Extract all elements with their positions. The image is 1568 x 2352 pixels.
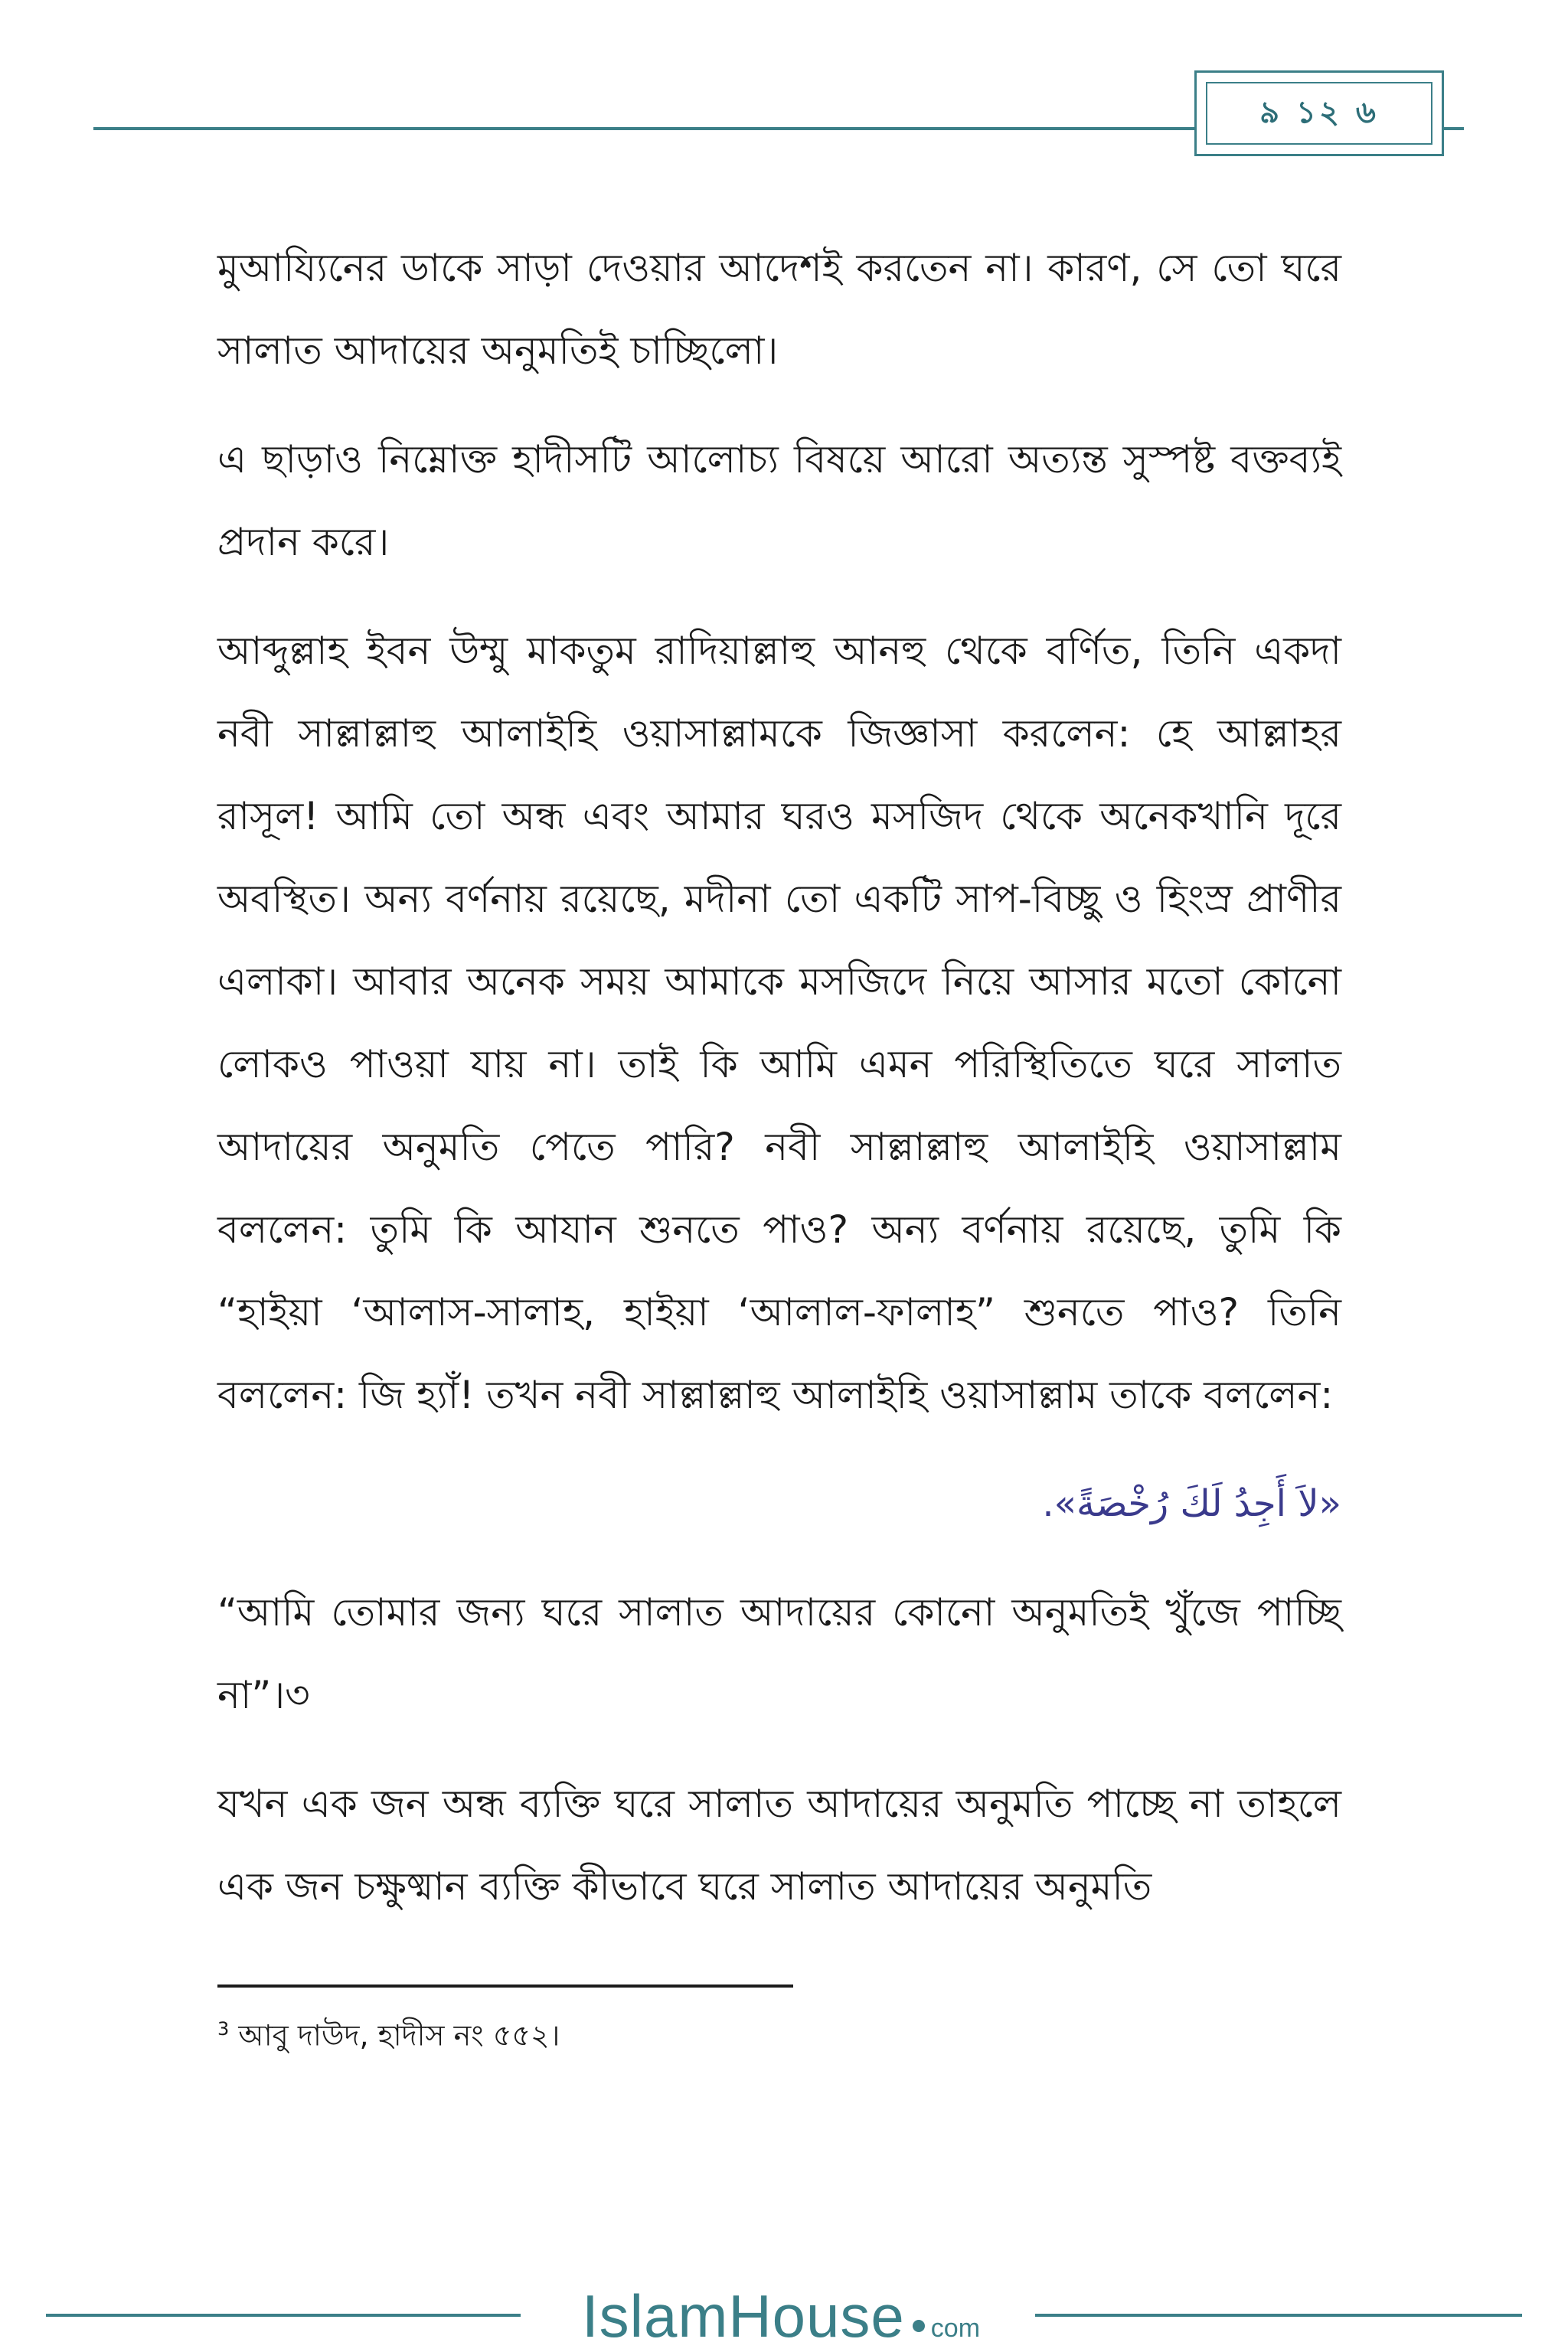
- footnote-marker: 3: [217, 2018, 230, 2040]
- logo-suffix: com: [930, 2314, 981, 2343]
- page-body: [217, 227, 1341, 1954]
- logo-dot-icon: [913, 2320, 925, 2332]
- paragraph-3: আব্দুল্লাহ ইবন উম্মু মাকতুম রাদিয়াল্লাহু আনহু থেকে বর্ণিত, তিনি একদা নবী সাল্লাল্লাহু আলাইহি ওয়াসাল্লামকে জিজ্ঞাসা করলেন: হে আল্লাহর রাসূল! আমি তো অন্ধ এবং আমার ঘরও মসজিদ থেকে অনেকখানি দূরে অবস্থিত। অন্য বর্ণনায় রয়েছে, মদীনা তো একটি সাপ-বিচ্ছু ও হিংস্র প্রাণীর এলাকা। আবার অনেক সময় আমাকে মসজিদে নিয়ে আসার মতো কোনো লোকও পাওয়া যায় না। তাই কি আমি এমন পরিস্থিতিতে ঘরে সালাত আদায়ের অনুমতি পেতে পারি? নবী সাল্লাল্লাহু আলাইহি ওয়াসাল্লাম বললেন: তুমি কি আযান শুনতে পাও? অন্য বর্ণনায় রয়েছে, তুমি কি “হাইয়া ‘আলাস-সালাহ, হাইয়া ‘আলাল-ফালাহ” শুনতে পাও? তিনি বললেন: জি হ্যাঁ! তখন নবী সাল্লাল্লাহু আলাইহি ওয়াসাল্লাম তাকে বললেন:: [217, 629, 1341, 1417]
- page-number-frame: [1194, 70, 1444, 156]
- footnote-text: আবু দাউদ, হাদীস নং ৫৫২।: [229, 2018, 560, 2053]
- page-number: ৯ ১২ ৬: [1206, 82, 1432, 145]
- paragraph-1: মুআয্যিনের ডাকে সাড়া দেওয়ার আদেশই করতেন না। কারণ, সে তো ঘরে সালাত আদায়ের অনুমতিই চাচ্ছিলো।: [217, 246, 1341, 373]
- footer-rule-right: [1035, 2314, 1522, 2317]
- islamhouse-logo: [536, 2282, 1026, 2350]
- footnote: [217, 2006, 1136, 2059]
- footer-rule-left: [46, 2314, 521, 2317]
- paragraph-translation: “আমি তোমার জন্য ঘরে সালাত আদায়ের কোনো অনুমতিই খুঁজে পাচ্ছি না”।৩: [217, 1590, 1341, 1717]
- logo-text: IslamHouse: [581, 2282, 905, 2350]
- paragraph-5: যখন এক জন অন্ধ ব্যক্তি ঘরে সালাত আদায়ের অনুমতি পাচ্ছে না তাহলে এক জন চক্ষুষ্মান ব্যক্তি কীভাবে ঘরে সালাত আদায়ের অনুমতি: [217, 1782, 1341, 1909]
- arabic-quote: «لاَ أَجِدُ لَكَ رُخْصَةً».: [1042, 1482, 1341, 1525]
- paragraph-2: এ ছাড়াও নিম্নোক্ত হাদীসটি আলোচ্য বিষয়ে আরো অত্যন্ত সুস্পষ্ট বক্তব্যই প্রদান করে।: [217, 437, 1341, 564]
- footnote-rule: [217, 1984, 793, 1988]
